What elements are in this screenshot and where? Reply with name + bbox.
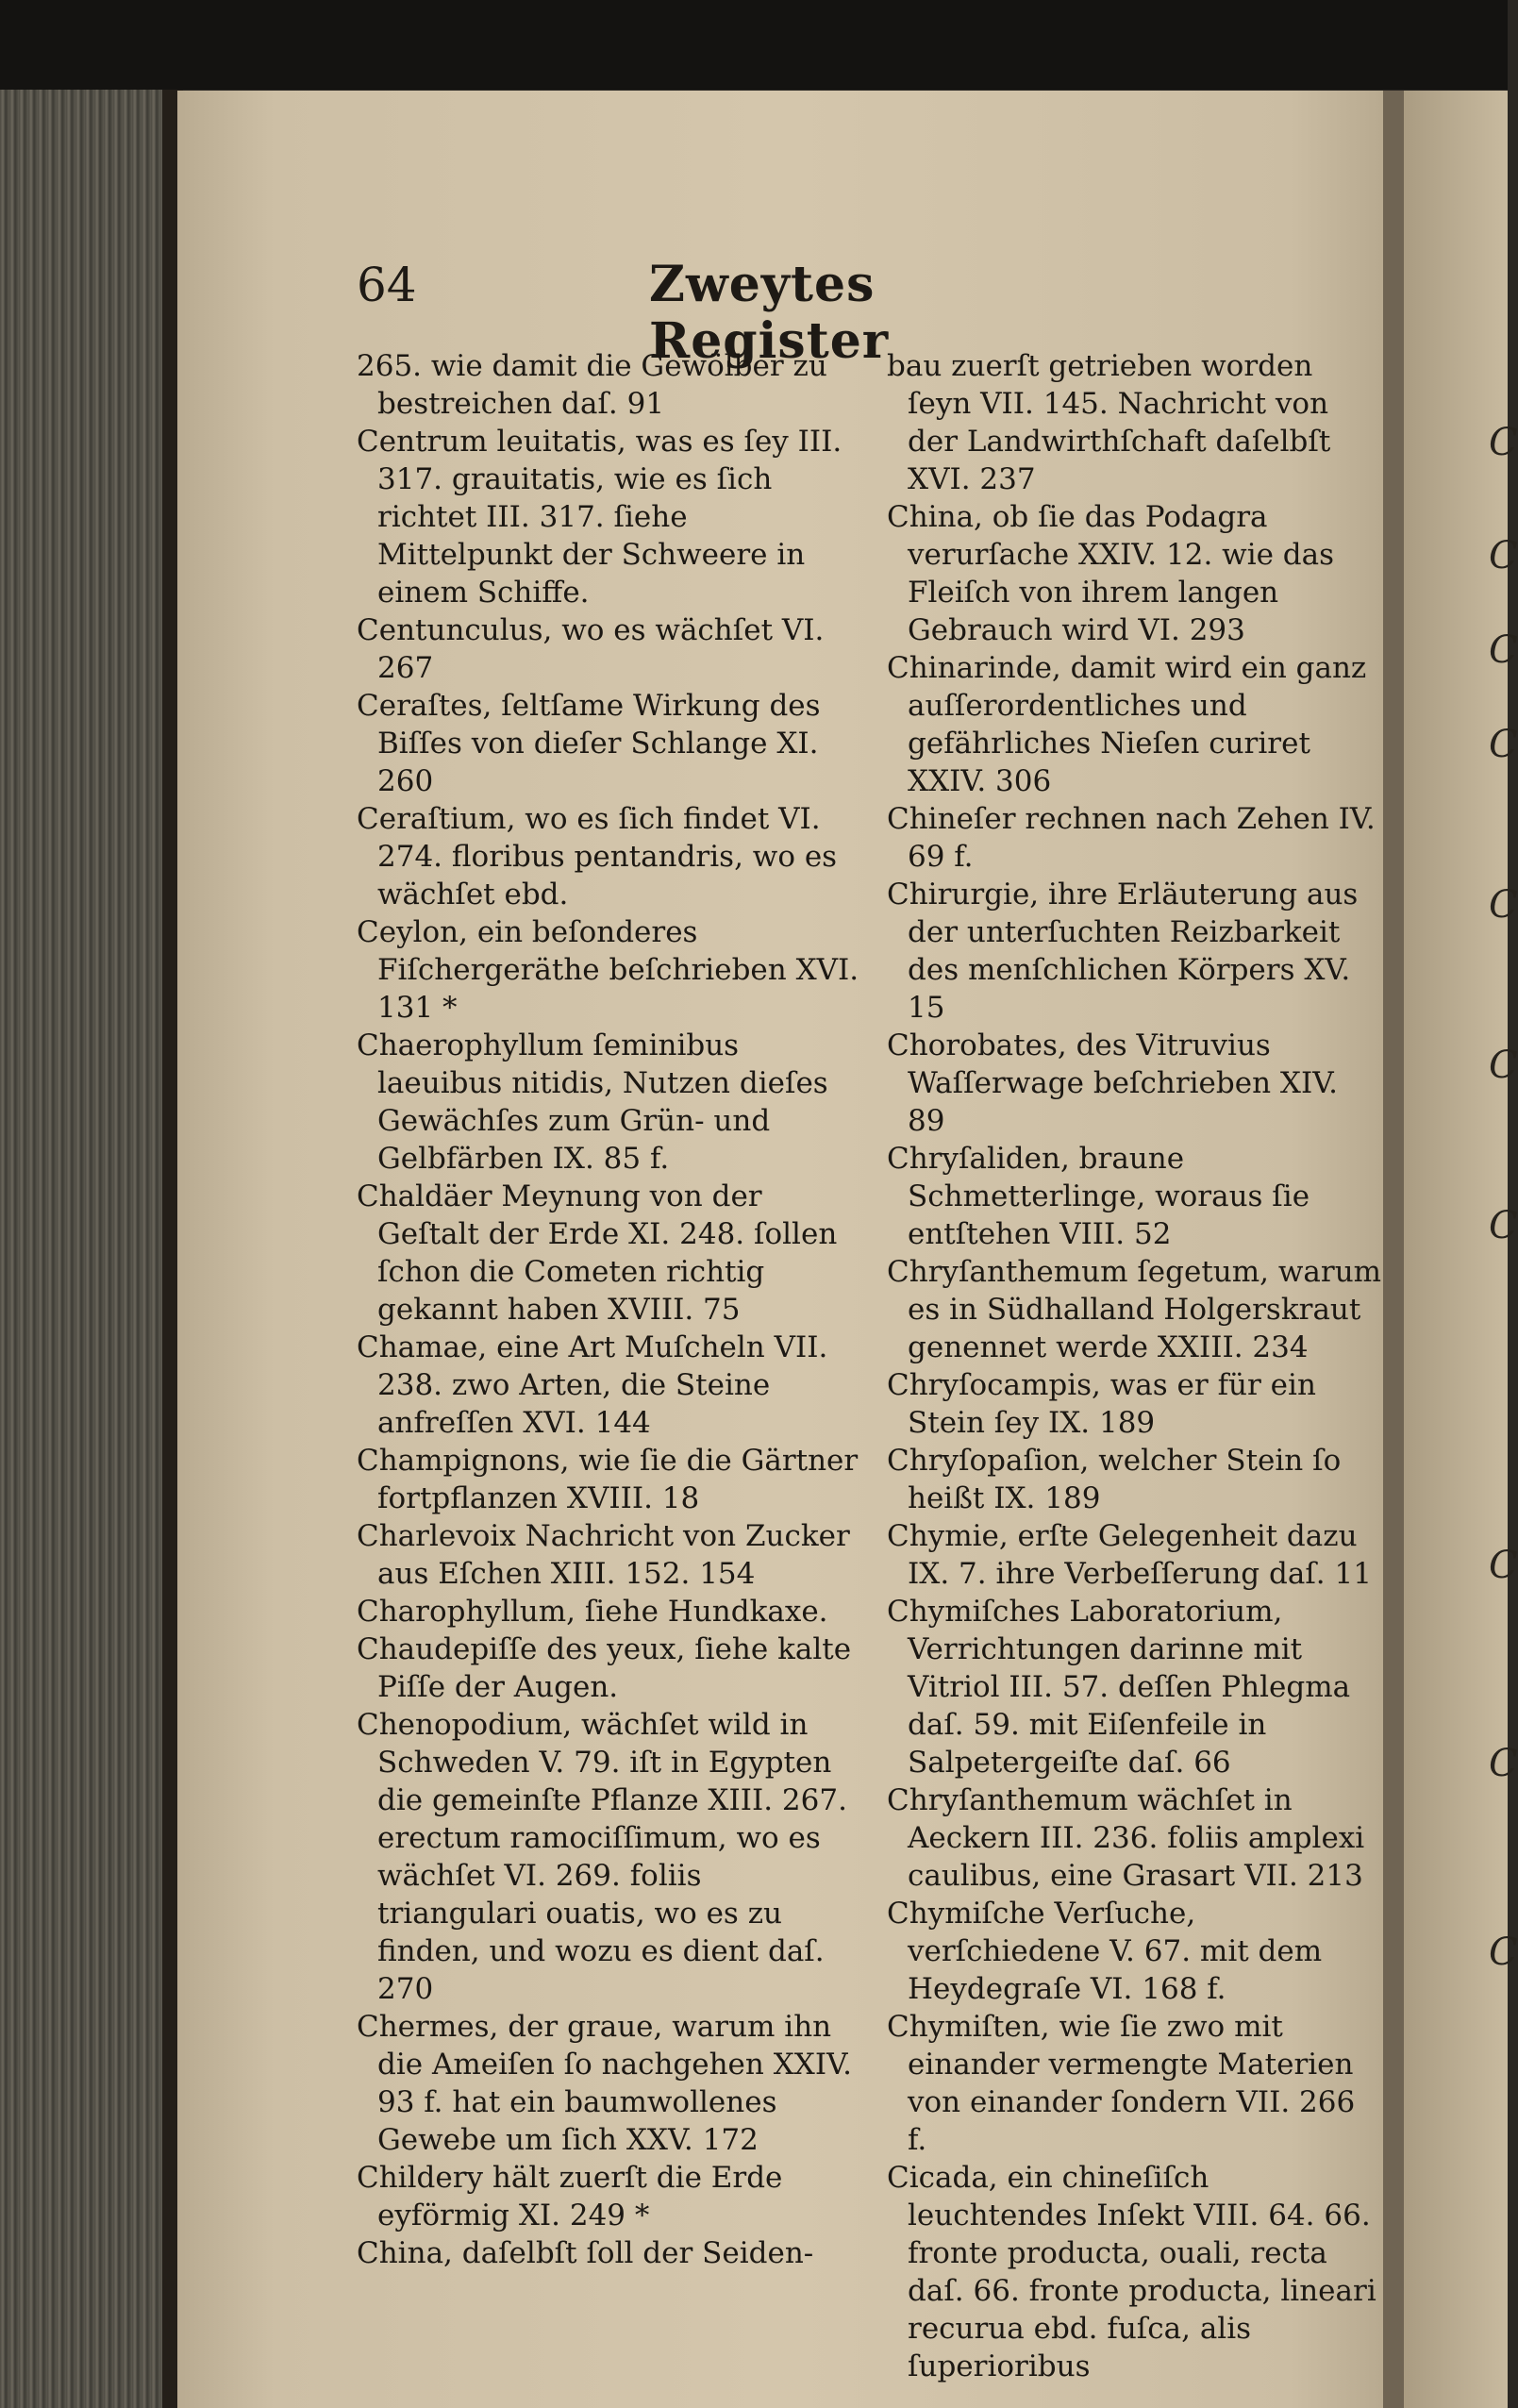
index-entry: bau zuerſt getrieben worden ſeyn VII. 145. Nachricht von der Landwirthſchaft daſelbſt XVI. 237: [887, 349, 1331, 496]
index-entry: Ceraſtium, wo es ſich findet VI. 274. floribus pentandris, wo es wächſet ebd.: [357, 802, 838, 911]
index-entry: Chymie, erſte Gelegenheit dazu IX. 7. ihre Verbeſſerung daſ. 11: [887, 1519, 1372, 1591]
index-entry: Chorobates, des Vitruvius Waſſerwage beſchrieben XIV. 89: [887, 1028, 1339, 1138]
index-entry: Chineſer rechnen nach Zehen IV. 69 f.: [887, 802, 1376, 874]
facing-page-letter: C: [1489, 1204, 1518, 1247]
index-entry: Chryſocampis, was er für ein Stein ſey IX. 189: [887, 1368, 1316, 1440]
index-entry: Chymiſten, wie ſie zwo mit einander vermengte Materien von einander ſondern VII. 266 f.: [887, 2010, 1356, 2157]
index-entry: Chinarinde, damit wird ein ganz auſſerordentliches und gefährliches Nieſen curiret XXIV. 306: [887, 651, 1367, 798]
index-entry: Chamae, eine Art Muſcheln VII. 238. zwo Arten, die Steine anfreſſen XVI. 144: [357, 1330, 828, 1440]
index-entry: Chryſanthemum ſegetum, warum es in Südhalland Holgerskraut genennet werde XXIII. 234: [887, 1255, 1382, 1364]
index-entry: Childery hält zuerſt die Erde eyförmig XI. 249 *: [357, 2161, 783, 2232]
index-entry: 265. wie damit die Gewölber zu bestreichen daſ. 91: [357, 349, 827, 421]
index-entry: Ceylon, ein beſonderes Fiſchergeräthe beſchrieben XVI. 131 *: [357, 915, 859, 1025]
index-entry: Chymiſche Verſuche, verſchiedene V. 67. mit dem Heydegraſe VI. 168 f.: [887, 1897, 1323, 2006]
index-entry: Charlevoix Nachricht von Zucker aus Eſchen XIII. 152. 154: [357, 1519, 850, 1591]
facing-page-letter: C: [1489, 1044, 1518, 1087]
index-entry: Chymiſches Laboratorium, Verrichtungen darinne mit Vitriol III. 57. deſſen Phlegma daſ. 59. mit Eiſenfeile in Salpetergeiſte daſ. 66: [887, 1595, 1351, 1780]
index-entry: Chaudepiſſe des yeux, ſiehe kalte Piſſe der Augen.: [357, 1632, 852, 1704]
facing-page-letter: C: [1489, 534, 1518, 577]
index-entry: Champignons, wie ſie die Gärtner fortpflanzen XVIII. 18: [357, 1444, 859, 1515]
facing-page-letter: C: [1489, 1544, 1518, 1587]
running-head: [357, 256, 1036, 370]
index-entry: Chirurgie, ihre Erläuterung aus der unterſuchten Reizbarkeit des menſchlichen Körpers XV. 15: [887, 878, 1359, 1025]
facing-page-letter: C: [1489, 1931, 1518, 1974]
index-entry: Chryſanthemum wächſet in Aeckern III. 236. foliis amplexi caulibus, eine Grasart VII. 213: [887, 1783, 1365, 1893]
index-entry: Chryſaliden, braune Schmetterlinge, woraus ſie entſtehen VIII. 52: [887, 1142, 1310, 1251]
page-title: Zweytes Register: [649, 256, 890, 370]
index-entry: Centunculus, wo es wächſet VI. 267: [357, 613, 825, 685]
index-entry: Chermes, der graue, warum ihn die Ameiſen ſo nachgehen XXIV. 93 f. hat ein baumwollenes Gewebe um ſich XXV. 172: [357, 2010, 852, 2157]
index-entry: Chryſopaſion, welcher Stein ſo heißt IX. 189: [887, 1444, 1342, 1515]
index-entry: Chenopodium, wächſet wild in Schweden V. 79. iſt in Egypten die gemeinſte Pflanze XIII. 267. erectum ramociſſimum, wo es wächſet VI. 269. foliis triangulari ouatis, wo es zu finden, und wozu es dient daſ. 270: [357, 1708, 847, 2006]
facing-page-letter: C: [1489, 1742, 1518, 1785]
facing-page-letter: C: [1489, 628, 1518, 672]
index-entry: China, daſelbſt ſoll der Seiden-: [357, 2236, 814, 2270]
index-entry: Centrum leuitatis, was es ſey III. 317. grauitatis, wie es ſich richtet III. 317. ſiehe Mittelpunkt der Schweere in einem Schiffe.: [357, 425, 842, 610]
facing-page-letter: C: [1489, 421, 1518, 464]
facing-page-fragment: [1404, 91, 1518, 2408]
index-entry: Charophyllum, ſiehe Hundkaxe.: [357, 1595, 828, 1629]
facing-page-letter: C: [1489, 723, 1518, 766]
book-page-edges: [0, 90, 175, 2408]
index-column-left: [357, 347, 866, 2272]
index-entry: Chaerophyllum ſeminibus laeuibus nitidis, Nutzen dieſes Gewächſes zum Grün- und Gelbfärben IX. 85 f.: [357, 1028, 828, 1176]
index-entry: Cicada, ein chineſiſch leuchtendes Inſekt VIII. 64. 66. fronte producta, ouali, recta daſ. 66. fronte producta, lineari recurua ebd. fuſca, alis ſuperioribus: [887, 2161, 1376, 2383]
book-gutter: [1383, 91, 1404, 2408]
index-entry: China, ob ſie das Podagra verurſache XXIV. 12. wie das Fleiſch von ihrem langen Gebrauch wird VI. 293: [887, 500, 1335, 647]
index-entry: Chaldäer Meynung von der Geſtalt der Erde XI. 248. ſollen ſchon die Cometen richtig gekannt haben XVIII. 75: [357, 1179, 838, 1327]
scan-background: [0, 0, 1508, 90]
index-entry: Ceraſtes, ſeltſame Wirkung des Biſſes von dieſer Schlange XI. 260: [357, 689, 821, 798]
facing-page-letter: C: [1489, 883, 1518, 927]
index-column-right: [887, 347, 1382, 2385]
page-number: 64: [357, 258, 417, 312]
